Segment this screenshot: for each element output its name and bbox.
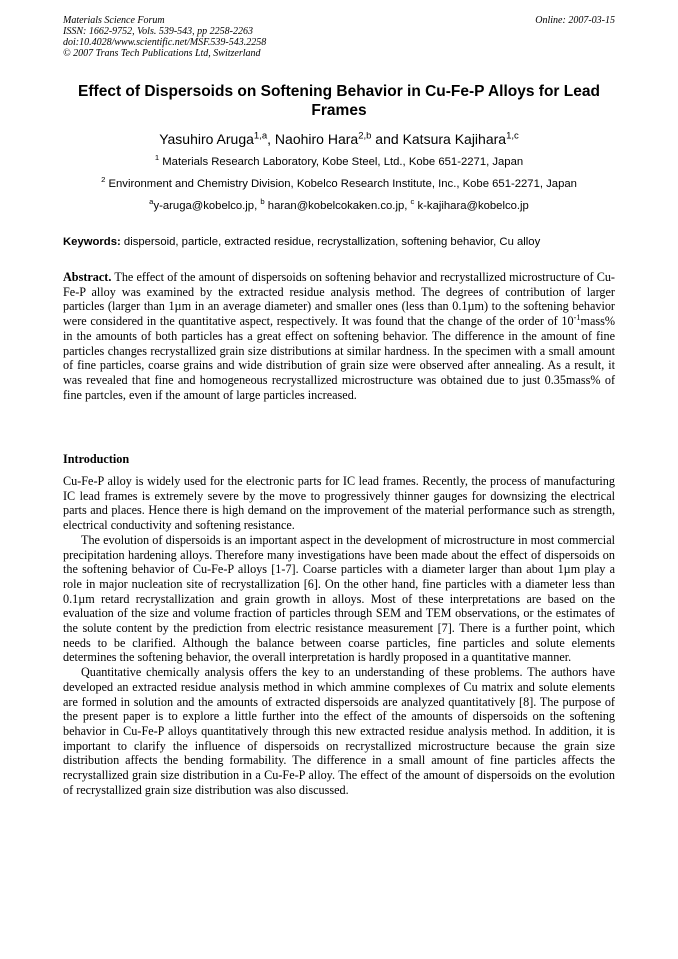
- abstract: [63, 270, 615, 402]
- email-address: haran@kobelcokaken.co.jp,: [267, 200, 411, 212]
- abstract-exponent: -1: [573, 313, 581, 323]
- abstract-text-1: The effect of the amount of dispersoids on softening behavior and recrystallized microstructure of Cu-Fe-P alloy was examined by the extracted residue analysis method. The degrees of contribution of larger particles (larger than 1µm in an average diameter) and smaller ones (less than 0.1µm) to the softening behavior were considered in the quantitative aspect, respectively. It was found that the change of the order of 10: [63, 270, 615, 329]
- author-name: Katsura Kajihara: [402, 131, 507, 147]
- email-line: [63, 199, 615, 213]
- keywords-line: [63, 235, 615, 249]
- email-mark: b: [260, 197, 265, 207]
- issn-line: ISSN: 1662-9752, Vols. 539-543, pp 2258-2263: [63, 26, 253, 37]
- author-separator: ,: [267, 131, 275, 147]
- paper-title: Effect of Dispersoids on Softening Behavior in Cu-Fe-P Alloys for Lead Frames: [78, 83, 600, 119]
- author-affil-mark: 1,c: [506, 130, 519, 142]
- author-list: [63, 130, 615, 148]
- journal-name: Materials Science Forum: [63, 15, 165, 26]
- journal-header: [63, 15, 615, 59]
- abstract-text-2: mass% in the amounts of both particles has a great effect on softening behavior. The difference in the amount of fine particles changes recrystallized grain size distributions at similar hardness. In the specimen with a small amount of fine particles, coarse grains and wide distribution of grain size were observed after annealing. As a result, it was revealed that fine and homogeneous recrystallized microstructure was obtained due to just 0.35mass% of fine partcles, even if the amount of large particles increased.: [63, 314, 615, 402]
- intro-paragraph: Cu-Fe-P alloy is widely used for the electronic parts for IC lead frames. Recently, the process of manufacturing IC lead frames is extremely severe by the move to progressively thinner gauges for downsizing the electrical parts and places. Hence there is high demand on the improvement of the material performance such as strength, electrical conductivity and softening resistance.: [63, 474, 615, 533]
- doi-line: doi:10.4028/www.scientific.net/MSF.539-543.2258: [63, 37, 267, 48]
- author-affil-mark: 2,b: [358, 130, 372, 142]
- section-heading-introduction: Introduction: [63, 452, 130, 466]
- email-mark: a: [149, 197, 154, 207]
- intro-paragraph: Quantitative chemically analysis offers the key to an understanding of these problems. The authors have developed an extracted residue analysis method in which ammine complexes of Cu matrix and solute elements are formed in solution and the amounts of extracted dispersoids are analyzed quantitatively [8]. The purpose of the present paper is to explore a little further into the effect of the amounts of dispersoids on the softening behavior in Cu-Fe-P alloys quantitatively through this new extracted residue analysis method. In addition, it is important to clarify the influence of dispersoids on recrystallized microstructure because the grain size distribution affects the bending formability. The difference in a small amount of fine particles affects the recrystallized grain size distribution in a Cu-Fe-P alloy. The effect of the amount of dispersoids on the evolution of recrystallized grain size distribution was also discussed.: [63, 665, 615, 797]
- introduction-body: [63, 474, 615, 797]
- affiliation-1: [63, 155, 615, 169]
- affil-text: Environment and Chemistry Division, Kobelco Research Institute, Inc., Kobe 651-2271, Japan: [108, 178, 577, 190]
- keywords-label: Keywords:: [63, 236, 121, 248]
- abstract-label: Abstract.: [63, 270, 112, 284]
- author-name: Naohiro Hara: [274, 131, 359, 147]
- affil-number: 1: [154, 153, 160, 163]
- affiliation-2: [63, 177, 615, 191]
- intro-paragraph: The evolution of dispersoids is an important aspect in the development of microstructure in most commercial precipitation hardening alloys. Therefore many investigations have been made about the effect of dispersoids on the softening behavior of Cu-Fe-P alloys [1-7]. Coarse particles with a diameter larger than about 1µm play a role in major nucleation site of recrystallization [6]. On the other hand, fine particles with a diameter less than 0.1µm retard recrystallization and grain growth in alloys. Most of these interpretations are based on the evaluation of the size and volume fraction of particles through SEM and TEM observations, or the estimates of the solute content by the prediction from electric resistance measurement [7]. There is a further point, which needs to be clarified. Although the balance between coarse particles, fine particles and solute elements determines the softening behavior, the overall interpretation is hardly proposed in a quantitative manner.: [63, 532, 615, 665]
- keywords-text: dispersoid, particle, extracted residue, recrystallization, softening behavior, Cu alloy: [123, 236, 541, 248]
- affil-text: Materials Research Laboratory, Kobe Steel, Ltd., Kobe 651-2271, Japan: [162, 156, 524, 168]
- copyright-line: © 2007 Trans Tech Publications Ltd, Switzerland: [63, 48, 261, 59]
- online-date: Online: 2007-03-15: [535, 15, 615, 26]
- author-affil-mark: 1,a: [253, 130, 268, 142]
- email-mark: c: [410, 197, 415, 207]
- author-separator: and: [371, 131, 403, 147]
- author-name: Yasuhiro Aruga: [159, 131, 254, 147]
- email-address: k-kajihara@kobelco.jp: [417, 200, 529, 212]
- email-address: y-aruga@kobelco.jp,: [153, 200, 261, 212]
- affil-number: 2: [101, 175, 106, 185]
